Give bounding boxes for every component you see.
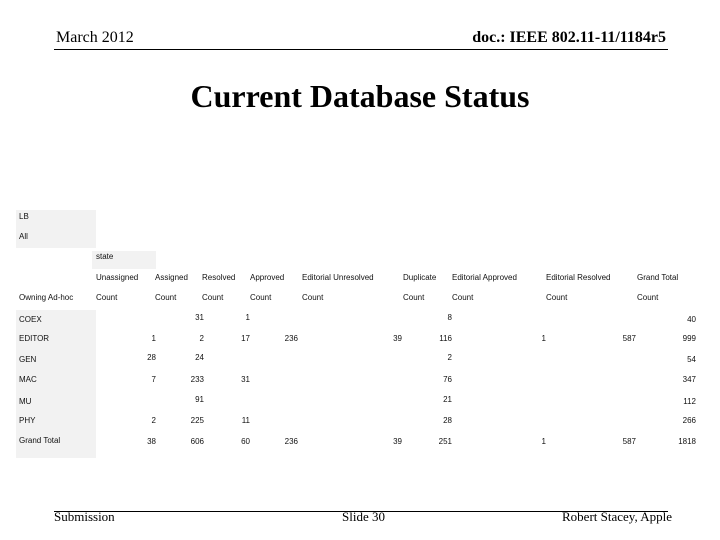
row-label-mac: MAC bbox=[19, 375, 37, 384]
cell-editor-unassigned: 1 bbox=[151, 334, 156, 343]
cell-gen-editorial-approved: 2 bbox=[447, 353, 452, 362]
cell-editor-grand-total: 999 bbox=[682, 334, 696, 343]
col-header-approved: Approved bbox=[250, 273, 285, 282]
cell-editor-editorial-approved: 116 bbox=[439, 334, 452, 343]
pivot-filter-lb: LB bbox=[19, 212, 29, 221]
cell-mac-grand-total: 347 bbox=[682, 375, 696, 384]
cell-mac-assigned: 233 bbox=[190, 375, 204, 384]
cell-total-editorial-unresolved: 236 bbox=[284, 437, 298, 446]
col-header-resolved: Resolved bbox=[202, 273, 236, 282]
measure-label: Count bbox=[302, 293, 324, 302]
cell-total-assigned: 606 bbox=[190, 437, 204, 446]
pivot-row-field: Owning Ad-hoc bbox=[19, 293, 74, 302]
measure-label: Count bbox=[546, 293, 568, 302]
col-header-editorial-approved: Editorial Approved bbox=[452, 273, 517, 282]
cell-editor-assigned: 2 bbox=[199, 334, 204, 343]
measure-label: Count bbox=[250, 293, 272, 302]
header-doc-number: doc.: IEEE 802.11-11/1184r5 bbox=[472, 29, 666, 46]
cell-gen-unassigned: 28 bbox=[147, 353, 156, 362]
cell-phy-editorial-approved: 28 bbox=[443, 416, 452, 425]
cell-gen-assigned: 24 bbox=[195, 353, 204, 362]
measure-label: Count bbox=[96, 293, 118, 302]
cell-editor-count: 587 bbox=[622, 334, 636, 343]
cell-total-unassigned: 38 bbox=[147, 437, 156, 446]
cell-total-editorial-resolved: 1 bbox=[541, 437, 546, 446]
col-header-grand-total: Grand Total bbox=[637, 273, 679, 282]
pivot-column-field: state bbox=[96, 252, 114, 261]
cell-total-resolved: 60 bbox=[241, 437, 250, 446]
cell-total-duplicate: 39 bbox=[393, 437, 402, 446]
cell-editor-editorial-resolved: 1 bbox=[541, 334, 546, 343]
cell-mu-editorial-approved: 21 bbox=[443, 395, 452, 404]
cell-gen-grand-total: 54 bbox=[687, 355, 696, 364]
col-header-unassigned: Unassigned bbox=[96, 273, 139, 282]
cell-total-grand-total: 1818 bbox=[678, 437, 696, 446]
cell-phy-unassigned: 2 bbox=[151, 416, 156, 425]
cell-phy-resolved: 11 bbox=[241, 416, 250, 425]
row-label-grand-total: Grand Total bbox=[19, 436, 61, 445]
col-header-assigned: Assigned bbox=[155, 273, 188, 282]
row-label-coex: COEX bbox=[19, 315, 42, 324]
col-header-editorial-resolved: Editorial Resolved bbox=[546, 273, 611, 282]
cell-coex-resolved: 31 bbox=[195, 313, 204, 322]
measure-label: Count bbox=[202, 293, 224, 302]
cell-coex-grand-total: 40 bbox=[687, 315, 696, 324]
cell-mu-grand-total: 112 bbox=[683, 397, 696, 406]
footer-slide-number: Slide 30 bbox=[342, 509, 385, 524]
measure-label: Count bbox=[403, 293, 425, 302]
cell-editor-editorial-unresolved: 236 bbox=[284, 334, 298, 343]
cell-mac-editorial-approved: 76 bbox=[443, 375, 452, 384]
row-label-editor: EDITOR bbox=[19, 334, 50, 343]
cell-editor-resolved: 17 bbox=[241, 334, 250, 343]
cell-phy-grand-total: 266 bbox=[682, 416, 696, 425]
row-label-gen: GEN bbox=[19, 355, 37, 364]
pivot-filter-all: All bbox=[19, 232, 28, 241]
measure-label: Count bbox=[155, 293, 177, 302]
cell-mu-assigned: 91 bbox=[195, 395, 204, 404]
cell-phy-assigned: 225 bbox=[190, 416, 204, 425]
header-rule bbox=[54, 49, 668, 50]
cell-coex-approved: 1 bbox=[245, 313, 250, 322]
cell-coex-editorial-approved: 8 bbox=[447, 313, 452, 322]
cell-total-count: 587 bbox=[622, 437, 636, 446]
footer-submission: Submission bbox=[54, 509, 115, 524]
cell-mac-resolved: 31 bbox=[241, 375, 250, 384]
cell-editor-duplicate: 39 bbox=[393, 334, 402, 343]
row-label-mu: MU bbox=[19, 397, 32, 406]
footer-author: Robert Stacey, Apple bbox=[562, 509, 672, 524]
cell-mac-unassigned: 7 bbox=[151, 375, 156, 384]
measure-label: Count bbox=[637, 293, 659, 302]
col-header-duplicate: Duplicate bbox=[403, 273, 437, 282]
row-label-phy: PHY bbox=[19, 416, 36, 425]
col-header-editorial-unresolved: Editorial Unresolved bbox=[302, 273, 374, 282]
cell-total-editorial-approved: 251 bbox=[438, 437, 452, 446]
header-date: March 2012 bbox=[56, 29, 134, 46]
slide-title: Current Database Status bbox=[190, 78, 530, 114]
measure-label: Count bbox=[452, 293, 474, 302]
